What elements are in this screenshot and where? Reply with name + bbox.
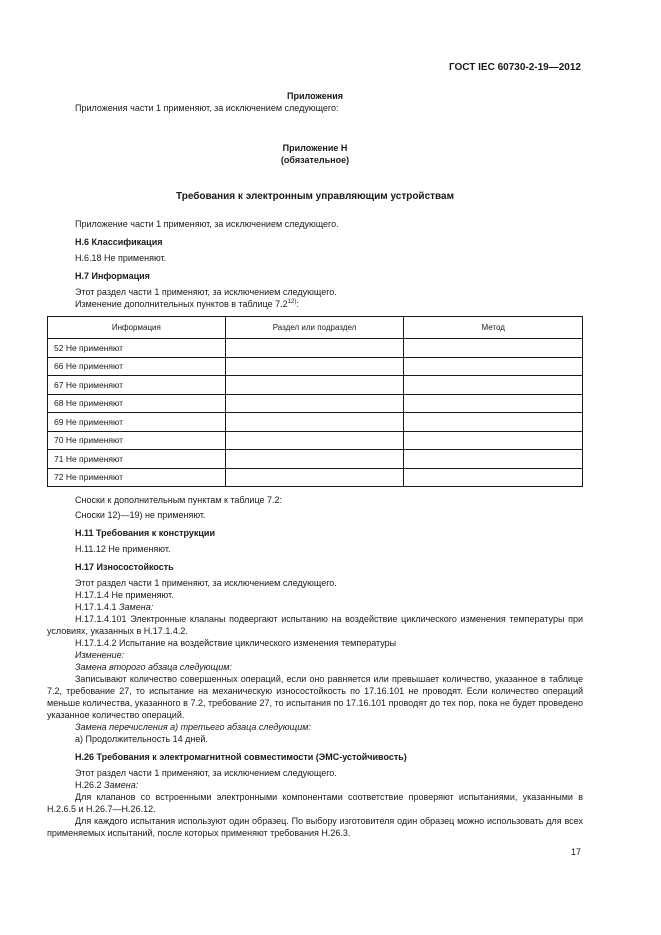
page-content — [47, 90, 583, 839]
h17-heading: Н.17 Износостойкость — [75, 562, 174, 572]
table-cell: 68 Не применяют — [48, 394, 226, 413]
h26-heading: Н.26 Требования к электромагнитной совместимости (ЭМС-устойчивость) — [75, 752, 407, 762]
h7-line2-sup: 12) — [287, 299, 297, 305]
h26-line2 — [47, 779, 583, 791]
footnotes-line2: Сноски 12)—19) не применяют. — [75, 510, 206, 520]
page-number: 17 — [570, 847, 581, 857]
annex-status: (обязательное) — [280, 155, 350, 165]
h11-heading: Н.11 Требования к конструкции — [75, 528, 215, 538]
h6-line1: Н.6.18 Не применяют. — [75, 253, 167, 263]
table-cell: 69 Не применяют — [48, 413, 226, 432]
table-cell: 66 Не применяют — [48, 357, 226, 376]
h17-para2: Записывают количество совершенных операций, если оно равняется или превышает количество, указанное в таблице 7.2, требование 27, то испытание на механическую износостойкость по 17.16.101 не проводят. Если количество операций меньше количества, указанного в 7.2, требование 27, то испытания по 17.16.101 проводят до тех пор, пока не будет проведено указанное количество операций. — [47, 674, 583, 720]
table-cell — [404, 468, 583, 487]
table-cell — [404, 394, 583, 413]
info-table — [47, 316, 583, 487]
h17-line6: Замена второго абзаца следующим: — [75, 662, 232, 672]
annex-title: Приложение Н — [282, 143, 348, 153]
table-cell — [225, 394, 404, 413]
footnotes-line1: Сноски к дополнительным пунктам к таблице 7.2: — [75, 495, 283, 505]
table-row — [48, 431, 583, 450]
h17-para1: Н.17.1.4.101 Электронные клапаны подвергают испытанию на воздействие циклического изменения температуры при условиях, указанных в Н.17.1.4.2. — [47, 614, 583, 636]
h26-line2-replace: Замена: — [104, 780, 139, 790]
h17-line3-num: Н.17.1.4.1 — [75, 602, 120, 612]
h17-line3-replace: Замена: — [119, 602, 154, 612]
table-cell — [225, 357, 404, 376]
h7-heading: Н.7 Информация — [75, 271, 150, 281]
h7-line2-text: Изменение дополнительных пунктов в таблице 7.2 — [75, 299, 288, 309]
annex-intro: Приложение части 1 применяют, за исключением следующего. — [75, 219, 339, 229]
annex-heading: Требования к электронным управляющим устройствам — [175, 191, 455, 202]
h11-line1: Н.11.12 Не применяют. — [75, 544, 171, 554]
table-cell: 71 Не применяют — [48, 450, 226, 469]
table-cell: 67 Не применяют — [48, 376, 226, 395]
appendices-text: Приложения части 1 применяют, за исключением следующего: — [75, 103, 339, 113]
h7-line2 — [47, 298, 583, 310]
table-cell — [404, 376, 583, 395]
h17-line3 — [47, 601, 583, 613]
table-cell — [225, 376, 404, 395]
table-cell — [225, 450, 404, 469]
h17-line5: Изменение: — [75, 650, 125, 660]
h17-line7: Замена перечисления а) третьего абзаца следующим: — [75, 722, 311, 732]
h17-line8: а) Продолжительность 14 дней. — [75, 734, 208, 744]
table-row — [48, 376, 583, 395]
table-cell: 70 Не применяют — [48, 431, 226, 450]
table-row — [48, 394, 583, 413]
table-cell — [404, 413, 583, 432]
h17-line4: Н.17.1.4.2 Испытание на воздействие циклического изменения температуры — [75, 638, 397, 648]
standard-code: ГОСТ IEC 60730-2-19—2012 — [448, 62, 581, 73]
table-row — [48, 357, 583, 376]
table-row — [48, 450, 583, 469]
h26-line1: Этот раздел части 1 применяют, за исключением следующего. — [75, 768, 337, 778]
h26-para1: Для клапанов со встроенными электронными компонентами соответствие проверяют испытаниями, указанными в Н.2.6.5 и Н.26.7—Н.26.12. — [47, 792, 583, 814]
table-cell — [225, 339, 404, 358]
appendices-title: Приложения — [287, 91, 343, 101]
table-header-row — [48, 317, 583, 339]
table-cell — [225, 468, 404, 487]
h7-line2-end: : — [296, 299, 299, 309]
table-cell — [404, 357, 583, 376]
h17-line1: Этот раздел части 1 применяют, за исключением следующего. — [75, 578, 337, 588]
table-cell: 72 Не применяют — [48, 468, 226, 487]
table-cell: 52 Не применяют — [48, 339, 226, 358]
table-cell — [404, 431, 583, 450]
table-row — [48, 468, 583, 487]
h26-line2-num: Н.26.2 — [75, 780, 105, 790]
h26-para2: Для каждого испытания используют один образец. По выбору изготовителя один образец можно использовать для всех применяемых испытаний, после которых применяют требования Н.26.3. — [47, 816, 583, 838]
table-header-section: Раздел или подраздел — [225, 317, 404, 339]
table-cell — [404, 339, 583, 358]
table-row — [48, 413, 583, 432]
table-cell — [225, 431, 404, 450]
h7-line1: Этот раздел части 1 применяют, за исключением следующего. — [75, 287, 337, 297]
table-cell — [225, 413, 404, 432]
table-cell — [404, 450, 583, 469]
h6-heading: Н.6 Классификация — [75, 237, 163, 247]
table-header-method: Метод — [404, 317, 583, 339]
table-header-info: Информация — [48, 317, 226, 339]
h17-line2: Н.17.1.4 Не применяют. — [75, 590, 174, 600]
table-row — [48, 339, 583, 358]
